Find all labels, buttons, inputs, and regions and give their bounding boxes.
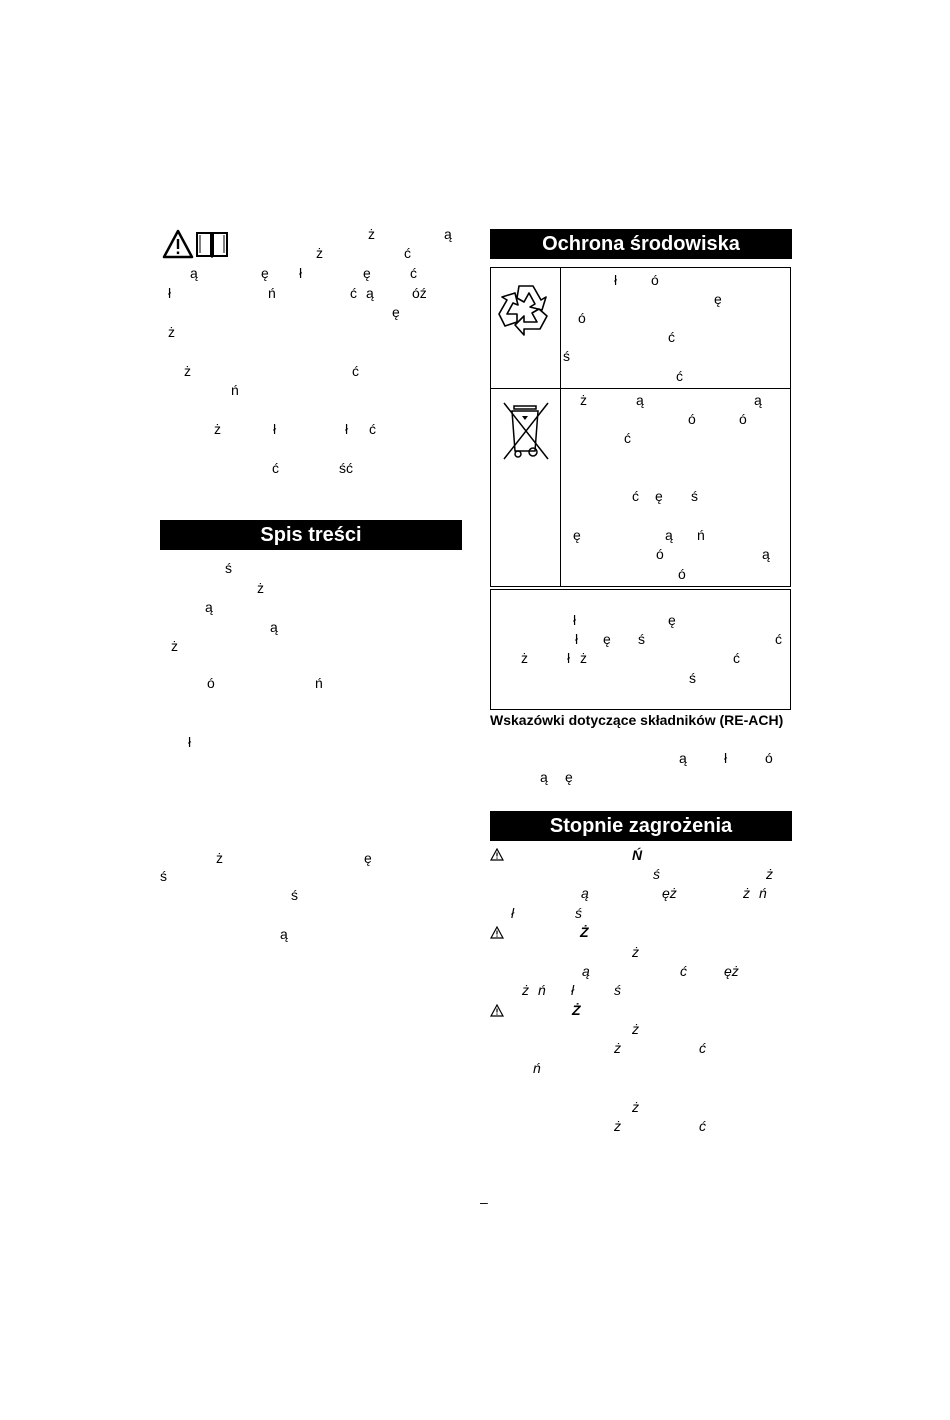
text-fragment: Ń <box>632 847 643 863</box>
text-fragment: ł <box>573 612 577 628</box>
text-fragment: ą <box>444 226 452 242</box>
text-fragment: ść <box>339 460 353 476</box>
text-fragment: ć <box>632 488 639 504</box>
text-fragment: ś <box>689 670 696 686</box>
text-fragment: ś <box>638 631 645 647</box>
text-fragment: ą <box>665 527 673 543</box>
text-fragment: ó <box>656 546 664 562</box>
text-fragment: ę <box>261 265 269 281</box>
text-fragment: ęż <box>724 963 739 979</box>
text-fragment: Ż <box>580 924 589 940</box>
text-fragment: ó <box>578 310 586 326</box>
text-fragment: ż <box>766 866 773 882</box>
text-fragment: ć <box>410 265 417 281</box>
text-fragment: ż <box>743 885 750 901</box>
text-fragment: ł <box>511 905 515 921</box>
text-fragment: ć <box>733 650 740 666</box>
text-fragment: ć <box>272 460 279 476</box>
text-fragment: ś <box>575 905 582 921</box>
text-fragment: ś <box>160 868 167 884</box>
text-fragment: ę <box>603 631 611 647</box>
manual-book-icon <box>195 229 229 259</box>
text-fragment: ę <box>668 612 676 628</box>
environment-heading: Ochrona środowiska <box>490 229 792 259</box>
text-fragment: ż <box>632 1021 639 1037</box>
text-fragment: ż <box>580 392 587 408</box>
text-fragment: ą <box>762 546 770 562</box>
text-fragment: ę <box>714 291 722 307</box>
text-fragment: ł <box>575 631 579 647</box>
text-fragment: ć <box>699 1040 706 1056</box>
crossed-bin-icon <box>502 401 550 463</box>
text-fragment: ą <box>754 392 762 408</box>
text-fragment: ł <box>168 285 172 301</box>
text-fragment: ą <box>190 265 198 281</box>
text-fragment: ż <box>316 245 323 261</box>
text-fragment: ż <box>216 850 223 866</box>
text-fragment: ą <box>582 963 590 979</box>
text-fragment: ą <box>366 285 374 301</box>
text-fragment: ą <box>540 769 548 785</box>
note-box <box>490 589 791 710</box>
text-fragment: ł <box>345 421 349 437</box>
text-fragment: ń <box>268 285 276 301</box>
text-fragment: ś <box>225 560 232 576</box>
text-fragment: ż <box>632 944 639 960</box>
text-fragment: Ż <box>572 1002 581 1018</box>
text-fragment: ż <box>368 226 375 242</box>
text-fragment: ó <box>651 272 659 288</box>
warning-small-icon <box>490 1004 504 1017</box>
toc-heading: Spis treści <box>160 520 462 550</box>
text-fragment: ą <box>280 926 288 942</box>
text-fragment: ą <box>205 599 213 615</box>
text-fragment: ę <box>655 488 663 504</box>
text-fragment: ł <box>299 265 303 281</box>
text-fragment: ż <box>184 363 191 379</box>
hazard-heading: Stopnie zagrożenia <box>490 811 792 841</box>
text-fragment: ć <box>404 245 411 261</box>
warning-triangle-icon <box>162 229 194 259</box>
text-fragment: ę <box>392 304 400 320</box>
text-fragment: ć <box>699 1118 706 1134</box>
text-fragment: ż <box>257 580 264 596</box>
text-fragment: ł <box>273 421 277 437</box>
text-fragment: ż <box>614 1040 621 1056</box>
reach-heading: Wskazówki dotyczące składników (RE-ACH) <box>490 712 784 728</box>
text-fragment: ć <box>775 631 782 647</box>
text-fragment: ć <box>350 285 357 301</box>
warning-small-icon <box>490 926 504 939</box>
text-fragment: ć <box>624 430 631 446</box>
text-fragment: ą <box>270 619 278 635</box>
page-number: – <box>480 1194 488 1210</box>
table-divider <box>490 388 791 389</box>
text-fragment: ó <box>739 411 747 427</box>
text-fragment: ó <box>678 566 686 582</box>
text-fragment: ą <box>581 885 589 901</box>
text-fragment: ż <box>522 982 529 998</box>
text-fragment: ń <box>538 982 546 998</box>
text-fragment: ś <box>614 982 621 998</box>
text-fragment: ś <box>563 348 570 364</box>
text-fragment: ń <box>315 675 323 691</box>
text-fragment: ć <box>680 963 687 979</box>
text-fragment: ł <box>724 750 728 766</box>
warning-small-icon <box>490 848 504 861</box>
text-fragment: ł <box>567 650 571 666</box>
text-fragment: ę <box>363 265 371 281</box>
text-fragment: ń <box>759 885 767 901</box>
text-fragment: ż <box>171 638 178 654</box>
text-fragment: ó <box>765 750 773 766</box>
text-fragment: ą <box>679 750 687 766</box>
text-fragment: ę <box>573 527 581 543</box>
table-divider <box>560 267 561 587</box>
text-fragment: ż <box>168 324 175 340</box>
text-fragment: ń <box>697 527 705 543</box>
text-fragment: ż <box>521 650 528 666</box>
text-fragment: óź <box>412 285 427 301</box>
text-fragment: ś <box>691 488 698 504</box>
recycle-icon <box>497 280 555 338</box>
text-fragment: ł <box>614 272 618 288</box>
text-fragment: ż <box>614 1118 621 1134</box>
text-fragment: ś <box>653 866 660 882</box>
text-fragment: ą <box>636 392 644 408</box>
text-fragment: ć <box>369 421 376 437</box>
text-fragment: ń <box>533 1060 541 1076</box>
text-fragment: ęż <box>662 885 677 901</box>
text-fragment: ć <box>668 329 675 345</box>
text-fragment: ć <box>676 368 683 384</box>
text-fragment: ż <box>580 650 587 666</box>
text-fragment: ż <box>632 1099 639 1115</box>
text-fragment: ę <box>565 769 573 785</box>
text-fragment: ł <box>571 982 575 998</box>
text-fragment: ó <box>688 411 696 427</box>
text-fragment: ę <box>364 850 372 866</box>
text-fragment: ć <box>352 363 359 379</box>
text-fragment: ł <box>188 734 192 750</box>
text-fragment: ż <box>214 421 221 437</box>
text-fragment: ń <box>231 382 239 398</box>
text-fragment: ś <box>291 887 298 903</box>
text-fragment: ó <box>207 675 215 691</box>
